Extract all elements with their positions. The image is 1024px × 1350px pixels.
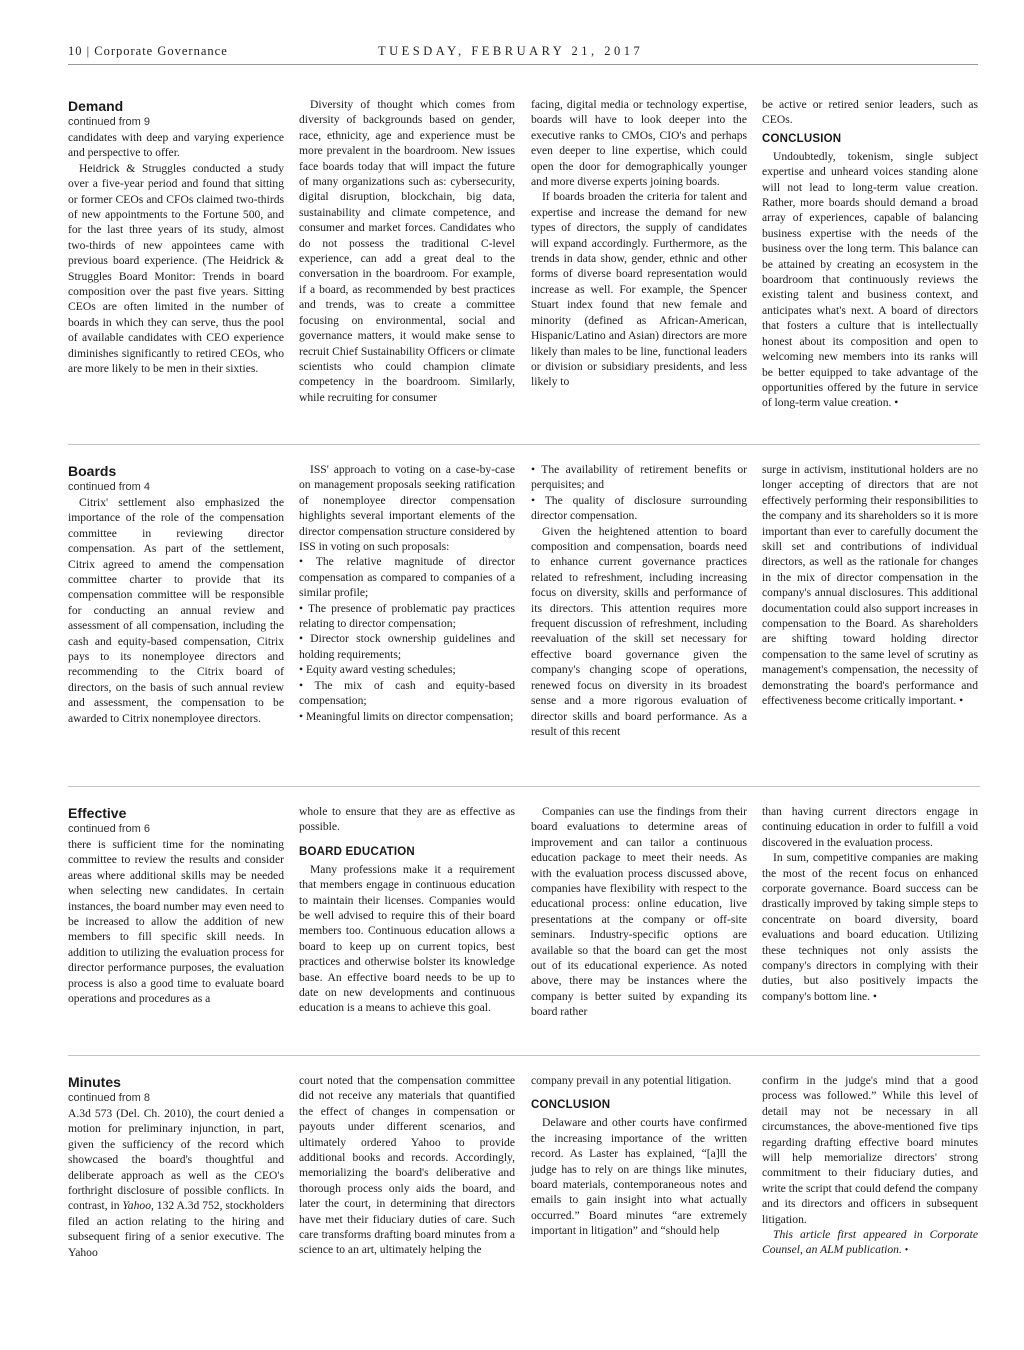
- boards-column-3: [531, 462, 747, 739]
- section-divider: [68, 444, 980, 445]
- article-title: Minutes: [68, 1074, 121, 1090]
- continued-line: continued from 4: [68, 481, 150, 493]
- paragraph: confirm in the judge's mind that a good process was followed.” While this level of detail may not be necessary in all circumstances, the above-mentioned five tips regarding drafting effective board minutes will help memorialize directors' strong commitment to their fiduciary duties, and write the script that could defend the company and its directors and officers in subsequent litigation.: [762, 1074, 978, 1226]
- paragraph: candidates with deep and varying experience and perspective to offer.: [68, 131, 284, 160]
- article-title: Effective: [68, 805, 127, 821]
- subheading: CONCLUSION: [762, 132, 842, 145]
- effective-column-1: [68, 804, 284, 1006]
- minutes-column-3: [531, 1073, 747, 1239]
- text-run: , 132 A.3d 752, stockholders filed an action relating to the hiring and subsequent firing of a senior executive. The Yahoo: [68, 1199, 284, 1259]
- demand-column-4: [762, 97, 978, 411]
- header-rule: [68, 64, 978, 65]
- page-folio: 10 | Corporate Governance: [68, 44, 228, 58]
- paragraph: whole to ensure that they are as effective as possible.: [299, 805, 515, 834]
- demand-column-1: [68, 97, 284, 377]
- paragraph: than having current directors engage in continuing education in order to fulfill a void discovered in the evaluation process.: [762, 805, 978, 849]
- bullet-item: • The relative magnitude of director compensation as compared to companies of a similar profile;: [299, 555, 515, 600]
- paragraph: Many professions make it a requirement that members engage in continuous education to maintain their licenses. Companies would be well advised to require this of their board members too. Continuous education allows a board to keep up on current topics, best practices and otherwise bolster its knowledge base. An effective board needs to be up to date on new developments and continuous education is a means to achieve this goal.: [299, 862, 515, 1015]
- paragraph: there is sufficient time for the nominating committee to review the results and consider areas where additional skills may be needed when selecting new candidates. In certain instances, the board number may even need to be increased to allow the addition of new members to fill specific skill needs. In addition to utilizing the evaluation process for director performance purposes, the evaluation process is also a good time to evaluate board operations and procedures as a: [68, 838, 284, 1006]
- paragraph: Undoubtedly, tokenism, single subject expertise and unheard voices standing alone will not lead to long-term value creation. Rather, more boards should demand a broad array of experiences, capable of balancing business expertise with the needs of the business over the long term. This balance can be attained by creating an ecosystem in the boardroom that continuously reviews the existing talent and business context, and anticipates what's next. A board of directors that fosters a culture that is intellectually honest about its composition and open to welcoming new members into its ranks will be better equipped to take advantage of the opportunities offered by the future in service of long-term value creation. •: [762, 149, 978, 410]
- text-run: A.3d 573 (Del. Ch. 2010), the court denied a motion for preliminary injunction, in part, given the sufficiency of the record which showcased the board's thoughtful and deliberate approach as well as the CEO's forthright disclosure of possible conflicts. In contrast, in: [68, 1107, 284, 1213]
- bullet-item: • Equity award vesting schedules;: [299, 663, 456, 677]
- boards-column-4: [762, 462, 978, 709]
- boards-column-1: [68, 462, 284, 726]
- paragraph: facing, digital media or technology expertise, boards will have to look deeper into the executive ranks to CMOs, CIO's and perhaps even deeper to line expertise, which could open the door for demographically younger and more diverse experts joining boards.: [531, 98, 747, 189]
- end-mark: •: [904, 1245, 909, 1257]
- paragraph: ISS' approach to voting on a case-by-case on management proposals seeking ratification of nonemployee director compensation highlights several important elements of the director compensation structure considered by ISS in voting on such proposals:: [299, 463, 515, 554]
- minutes-column-4: [762, 1073, 978, 1259]
- effective-column-3: [531, 804, 747, 1020]
- section-divider: [68, 1055, 980, 1056]
- bullet-item: • Meaningful limits on director compensation;: [299, 709, 514, 723]
- paragraph: surge in activism, institutional holders are no longer accepting of directors that are not effectively performing their responsibilities to the company and its shareholders so it is more important than ever to carefully document the skill set and contributions of individual directors, as well as the rationale for changes in the mix of director compensation in the company's annual disclosures. This additional documentation could also support increases in compensation to the Board. As shareholders are shifting toward holding director compensation to the same level of scrutiny as management's compensation, the necessity of demonstrating the board's performance and effectiveness become critically important. •: [762, 463, 978, 708]
- paragraph: be active or retired senior leaders, such as CEOs.: [762, 98, 978, 127]
- paragraph: [68, 1106, 284, 1260]
- bullet-item: • The quality of disclosure surrounding director compensation.: [531, 493, 747, 523]
- running-head: [68, 44, 978, 64]
- paragraph: Diversity of thought which comes from diversity of backgrounds based on gender, race, ethnicity, age and experience must be more prevalent in the boardroom. New issues face boards today that will impact the future of many organizations such as: cybersecurity, digital disruption, blockchain, big data, sustainability and climate competence, and consumer and market forces. Candidates who do not possess the traditional C-level experience, can add a great deal to the conversation in the boardroom. For example, if a board, as recommended by best practices and trends, was to create a committee focusing on environmental, social and governance matters, it would make sense to recruit Chief Sustainability Officers or climate scientists who could champion climate competency in the boardroom. Similarly, while recruiting for consumer: [299, 98, 515, 404]
- paragraph: If boards broaden the criteria for talent and expertise and increase the demand for new types of directors, the supply of candidates will expand accordingly. Furthermore, as the trends in data show, gender, ethnic and other forms of diverse board representation would increase as well. For example, the Spencer Stuart index found that new female and minority (defined as African-American, Hispanic/Latino and Asian) directors are more likely than males to be line, functional leaders or division or subsidiary presidents, and less likely to: [531, 190, 747, 389]
- bullet-item: • The mix of cash and equity-based compensation;: [299, 678, 515, 708]
- paragraph: Delaware and other courts have confirmed the increasing importance of the written record. As Laster has explained, “[a]ll the judge has to rely on are things like minutes, board materials, contemporaneous notes and emails to gain insight into what actually occurred.” Board minutes “are extremely important in litigation” and “should help: [531, 1116, 747, 1238]
- demand-column-2: [299, 97, 515, 405]
- paragraph: Companies can use the findings from their board evaluations to determine areas of improvement and can tailor a continuous education package to meet their needs. As with the evaluation process discussed above, companies have flexibility with respect to the educational process: online education, live presentations at the company or off-site seminars. Industry-specific options are available so that the board can get the most out of its educational experience. As noted above, there may be instances where the company is better suited by expanding its board rather: [531, 805, 747, 1019]
- bullet-item: • The availability of retirement benefits or perquisites; and: [531, 463, 747, 492]
- paragraph: Heidrick & Struggles conducted a study over a five-year period and found that sitting or former CEOs and CFOs claimed two-thirds of new appointments to the Fortune 500, and for the last three years of its study, almost two-thirds of new appointees came with previous board experience. (The Heidrick & Struggles Board Monitor: Trends in board composition over the past five years. Sitting CEOs are often limited in the number of boards in which they can serve, thus the pool of available candidates with CEO experience diminishes significantly to retired CEOs, who are more likely to be men in their sixties.: [68, 161, 284, 376]
- continued-line: continued from 9: [68, 116, 150, 128]
- demand-column-3: [531, 97, 747, 390]
- minutes-column-1: [68, 1073, 284, 1260]
- subheading: CONCLUSION: [531, 1099, 611, 1112]
- effective-column-4: [762, 804, 978, 1004]
- paragraph: company prevail in any potential litigation.: [531, 1074, 732, 1087]
- minutes-column-2: [299, 1073, 515, 1258]
- bullet-item: • Director stock ownership guidelines and holding requirements;: [299, 632, 515, 661]
- article-title: Demand: [68, 98, 124, 114]
- bullet-item: • The presence of problematic pay practices relating to director compensation;: [299, 601, 515, 631]
- paragraph: In sum, competitive companies are making the most of the recent focus on enhanced corporate governance. Board success can be drastically improved by taking simple steps to concentrate on board diversity, board evaluations and board education. Utilizing these techniques not only assists the company's directors in complying with their duties, but also positively impacts the company's bottom line. •: [762, 851, 978, 1003]
- publication-note: This article first appeared in Corporate Counsel, an ALM publication.: [762, 1228, 978, 1257]
- article-title: Boards: [68, 463, 117, 479]
- paragraph: [762, 1227, 978, 1259]
- case-name: Yahoo: [122, 1199, 151, 1213]
- paragraph: Given the heightened attention to board composition and compensation, boards need to enhance current governance practices related to refreshment, including increasing focus on diversity, skills and performance of its directors. This attention requires more frequent discussion of refreshment, including reevaluation of the skill set necessary for effective board governance given the company's changing scope of operations, renewed focus on diversity in its broadest sense and a more rigorous evaluation of director skills and board performance. As a result of this recent: [531, 524, 747, 738]
- continued-line: continued from 8: [68, 1092, 150, 1104]
- section-divider: [68, 786, 980, 787]
- issue-date: TUESDAY, FEBRUARY 21, 2017: [378, 44, 644, 58]
- paragraph: court noted that the compensation committee did not receive any materials that quantified the effect of changes in compensation or payouts under different scenarios, and ultimately ordered Yahoo to provide additional books and records. Accordingly, memorializing the board's deliberative and thorough process only aids the board, and later the court, in determining that directors have met their fiduciary duties of care. Such care transforms drafting board minutes from a science to an art, ultimately helping the: [299, 1074, 515, 1257]
- subheading: BOARD EDUCATION: [299, 845, 415, 858]
- paragraph: Citrix' settlement also emphasized the importance of the role of the compensation committee in reviewing director compensation. As part of the settlement, Citrix agreed to amend the compensation committee charter to provide that its compensation committee will be responsible for conducting an annual review and assessment of all compensation, including the cash and equity-based compensation, Citrix pays to its nonemployee directors and recommending to the Citrix board of directors, on the basis of such annual review and assessment, the compensation to be awarded to Citrix nonemployee directors.: [68, 496, 284, 725]
- boards-column-2: [299, 462, 515, 724]
- continued-line: continued from 6: [68, 823, 150, 835]
- effective-column-2: [299, 804, 515, 1016]
